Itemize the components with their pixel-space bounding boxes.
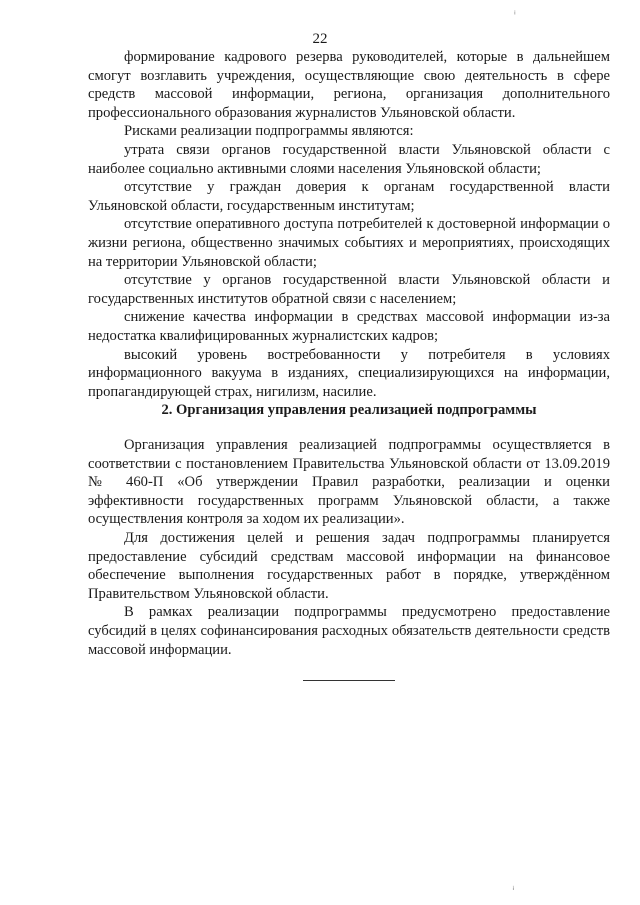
management-section (88, 436, 610, 659)
page-number: 22 (312, 31, 328, 47)
paragraph: формирование кадрового резерва руководителей, которые в дальнейшем смогут возглавить учреждения, осуществляющие свою деятельность в сфере средств массовой информации, региона, организация дополнительного профессионального образования журналистов Ульяновской области. (88, 49, 610, 121)
paragraph: отсутствие у органов государственной власти Ульяновской области и государственных институтов обратной связи с населением; (88, 272, 610, 307)
section-heading: 2. Организация управления реализацией подпрограммы (161, 402, 537, 418)
end-separator-line (303, 680, 395, 681)
paragraph: высокий уровень востребованности у потребителя в условиях информационного вакуума в изданиях, специализирующихся на информации, пропагандирующей страх, нигилизм, насилие. (88, 346, 610, 400)
scan-artifact-mark: ꜟ (512, 882, 515, 893)
scan-artifact-mark: ⁱ (514, 10, 516, 21)
paragraph: Организация управления реализацией подпрограммы осуществляется в соответствии с постановлением Правительства Ульяновской области от 13.09.2019 № 460-П «Об утверждении Правил разработки, реализации и оценки эффективности государственных программ Ульяновской области, а также осуществления контроля за ходом их реализации». (88, 437, 610, 528)
paragraph: Рисками реализации подпрограммы являются: (124, 123, 414, 140)
paragraph: В рамках реализации подпрограммы предусмотрено предоставление субсидий в целях софинансирования расходных обязательств деятельности средств массовой информации. (88, 604, 610, 658)
paragraph: отсутствие у граждан доверия к органам государственной власти Ульяновской области, государственным институтам; (88, 179, 610, 214)
paragraph: отсутствие оперативного доступа потребителей к достоверной информации о жизни региона, общественно значимых событиях и мероприятиях, происходящих на территории Ульяновской области; (88, 216, 610, 270)
paragraph: снижение качества информации в средствах массовой информации из-за недостатка квалифицированных журналистских кадров; (88, 309, 610, 344)
paragraph: Для достижения целей и решения задач подпрограммы планируется предоставление субсидий средствам массовой информации на финансовое обеспечение выполнения государственных работ в порядке, утверждённом Правительством Ульяновской области. (88, 529, 610, 602)
paragraph: утрата связи органов государственной власти Ульяновской области с наиболее социально активными слоями населения Ульяновской области; (88, 141, 610, 177)
risks-section (88, 48, 610, 401)
